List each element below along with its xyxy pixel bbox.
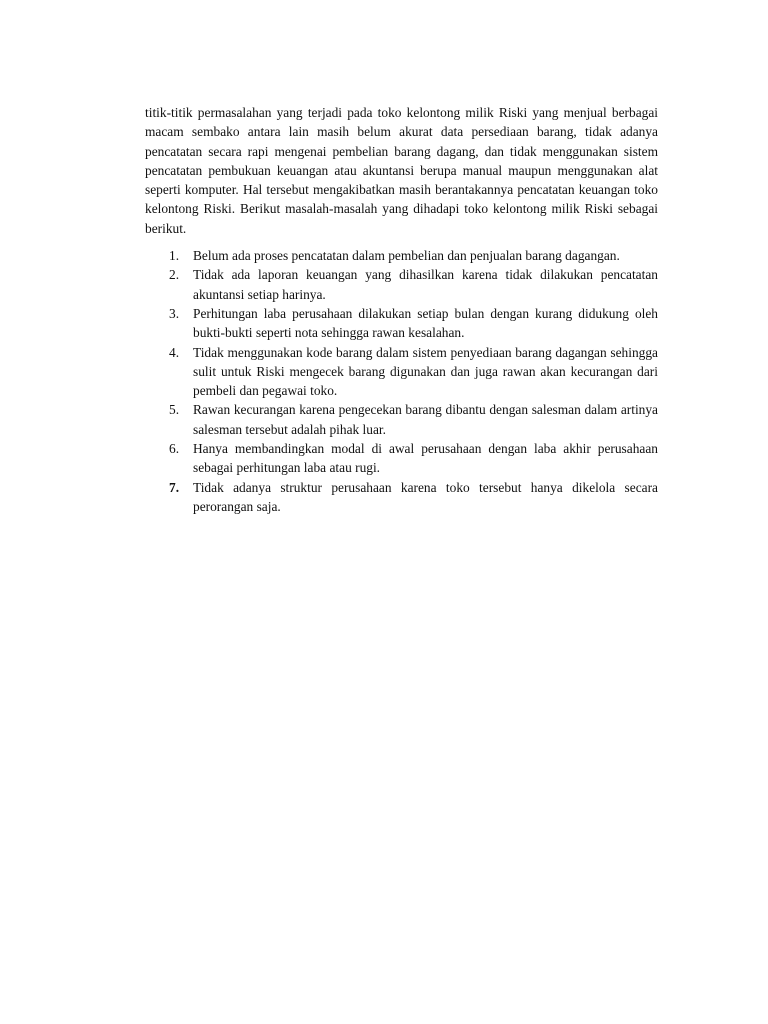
list-item — [145, 343, 658, 401]
list-item-text: Rawan kecurangan karena pengecekan barang dibantu dengan salesman dalam artinya salesman tersebut adalah pihak luar. — [193, 402, 658, 437]
list-item-text: Tidak ada laporan keuangan yang dihasilkan karena tidak dilakukan pencatatan akuntansi setiap harinya. — [193, 267, 658, 302]
list-item-number: 7. — [169, 479, 180, 495]
list-item — [145, 304, 658, 343]
list-item-number: 1. — [169, 248, 180, 264]
list-item-number: 4. — [169, 344, 180, 360]
list-item-number: 2. — [169, 267, 180, 283]
list-item — [145, 400, 658, 439]
list-item-text: Perhitungan laba perusahaan dilakukan setiap bulan dengan kurang didukung oleh bukti-bukti seperti nota sehingga rawan kesalahan. — [193, 305, 658, 341]
list-item-text: Hanya membandingkan modal di awal perusahaan dengan laba akhir perusahaan sebagai perhitungan laba atau rugi. — [193, 441, 658, 476]
list-item-number: 6. — [169, 441, 180, 457]
list-item-number: 3. — [169, 305, 180, 321]
list-item-text: Belum ada proses pencatatan dalam pembelian dan penjualan barang dagangan. — [193, 248, 620, 264]
list-item — [145, 439, 658, 478]
list-item-number: 5. — [169, 402, 180, 418]
intro-paragraph: titik-titik permasalahan yang terjadi pada toko kelontong milik Riski yang menjual berbagai macam sembako antara lain masih belum akurat data persediaan barang, tidak adanya pencatatan secara rapi mengenai pembelian barang dagang, dan tidak menggunakan sistem pencatatan pembukuan keuangan atau akuntansi berupa manual maupun menggunakan alat seperti komputer. Hal tersebut mengakibatkan masih berantakannya pencatatan keuangan toko kelontong Riski. Berikut masalah-masalah yang dihadapi toko kelontong milik Riski sebagai berikut. — [145, 105, 658, 236]
list-item — [145, 265, 658, 304]
list-item — [145, 478, 658, 517]
problem-list — [145, 246, 658, 516]
list-item-text: Tidak menggunakan kode barang dalam sistem penyediaan barang dagangan sehingga sulit untuk Riski mengecek barang digunakan dan juga rawan akan kecurangan dari pembeli dan pegawai toko. — [193, 344, 658, 399]
document-page — [145, 103, 658, 516]
list-item — [145, 246, 658, 265]
list-item-text: Tidak adanya struktur perusahaan karena toko tersebut hanya dikelola secara perorangan saja. — [193, 479, 658, 514]
